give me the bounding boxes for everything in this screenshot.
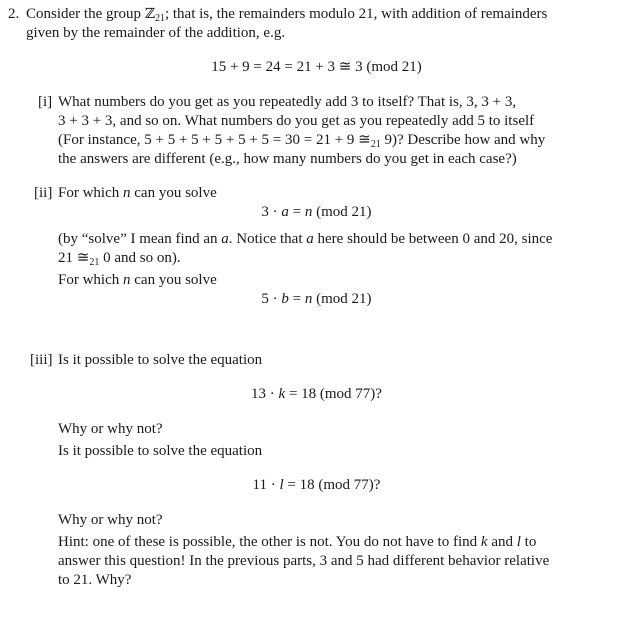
part-ii-note-2: 21 $≅_{21}$ 0 and so on). [58,250,181,268]
part-iii-question-1: Is it possible to solve the equation [58,352,263,368]
example-equation: 15 + 9 = 24 = 21 + 3 ≅ 3 (mod 21) [211,59,422,75]
part-i-line-4: the answers are different (e.g., how many numbers do you get in each case?) [58,151,517,167]
hint-line-1: Hint: one of these is possible, the other is not. You do not have to find k and l to [58,534,537,550]
part-iii-equation-1: 13 · k = 18 (mod 77)? [251,386,382,402]
part-i-line-2: 3 + 3 + 3, and so on. What numbers do you get as you repeatedly add 5 to itself [58,113,535,129]
part-ii-equation-1: 3 · a = n (mod 21) [261,204,372,220]
part-iii-equation-2: 11 · l = 18 (mod 77)? [252,477,381,493]
part-i-label: [i] [38,94,53,110]
intro-line-2: given by the remainder of the addition, e.g. [26,25,286,41]
hint-line-2: answer this question! In the previous parts, 3 and 5 had different behavior relative [58,553,550,569]
part-ii-question-1: For which n can you solve [58,185,217,201]
part-iii-why-1: Why or why not? [58,421,163,437]
hint-line-3: to 21. Why? [58,572,132,588]
problem-number: 2. [8,6,20,22]
part-iii-label: [iii] [30,352,53,368]
intro-line-1: Consider the group ℤ$_{21}$; that is, the remainders modulo 21, with addition of remainders [26,6,548,24]
part-ii-label: [ii] [34,185,53,201]
part-i-line-3: (For instance, 5 + 5 + 5 + 5 + 5 + 5 = 30 = 21 + 9 $≅_{21}$ 9)? Describe how and why [58,132,546,150]
part-ii-note-1: (by “solve” I mean find an a. Notice that a here should be between 0 and 20, since [58,231,553,247]
part-ii-question-2: For which n can you solve [58,272,217,288]
part-iii-why-2: Why or why not? [58,512,163,528]
part-ii-equation-2: 5 · b = n (mod 21) [261,291,372,307]
group-symbol: ℤ [144,6,155,22]
part-i-line-1: What numbers do you get as you repeatedly add 3 to itself? That is, 3, 3 + 3, [58,94,517,110]
part-iii-question-2: Is it possible to solve the equation [58,443,263,459]
